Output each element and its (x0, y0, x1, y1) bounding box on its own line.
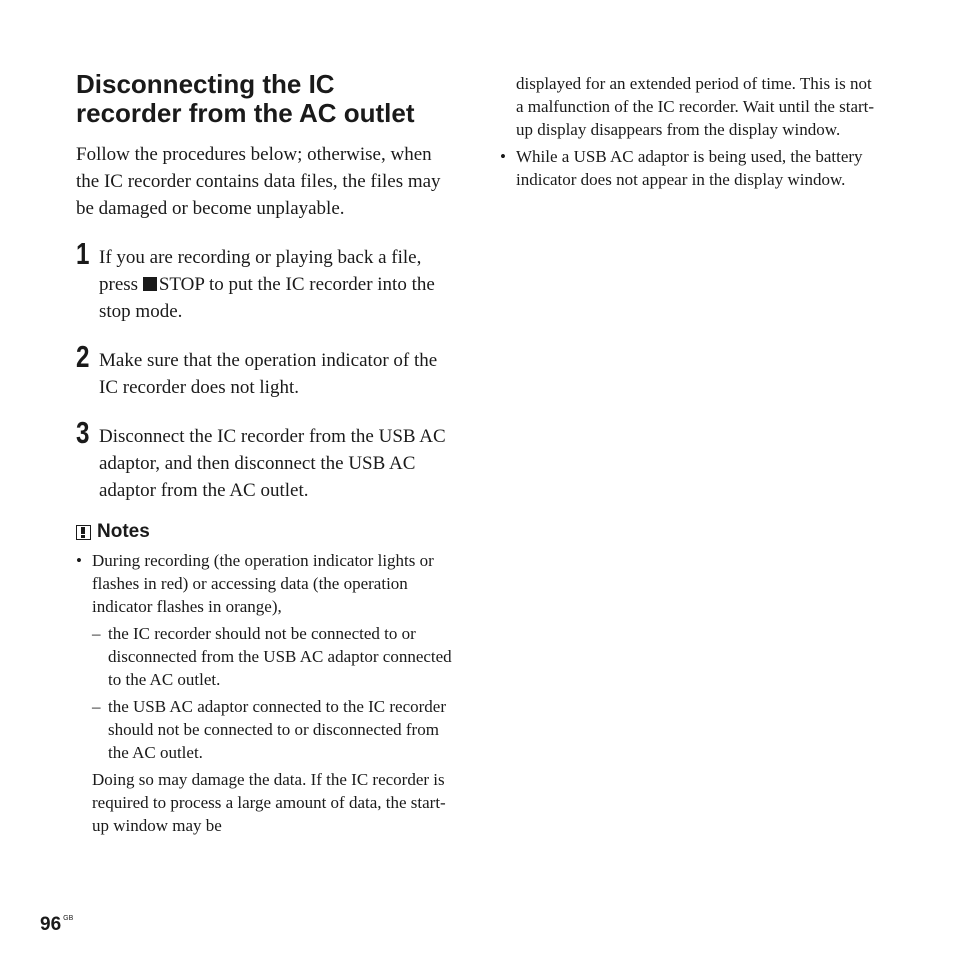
intro-paragraph: Follow the procedures below; otherwise, when the IC recorder contains data files, the files may be damaged or become unplayable. (76, 144, 441, 219)
dash-mark: – (92, 697, 101, 716)
notes-heading (76, 520, 458, 544)
notes-list-continued (500, 145, 880, 191)
right-column (500, 72, 880, 191)
section-title-line1: Disconnecting the IC (76, 69, 335, 99)
note-item-1-followup: Doing so may damage the data. If the IC recorder is required to process a large amount of data, the start-up window may be (92, 770, 446, 835)
left-column (76, 70, 458, 837)
note-sub-item-1-text: the IC recorder should not be connected to or disconnected from the USB AC adaptor connected to the AC outlet. (108, 624, 452, 689)
step-number-1: 1 (76, 236, 90, 271)
note-item-2 (500, 145, 880, 191)
step-3-text: Disconnect the IC recorder from the USB AC adaptor, and then disconnect the USB AC adaptor from the AC outlet. (99, 426, 446, 501)
step-1 (76, 236, 458, 325)
step-1-text-after: STOP to put the IC recorder into the stop mode. (99, 274, 435, 322)
section-title (76, 70, 458, 128)
notes-list (76, 549, 458, 837)
dash-mark: – (92, 624, 101, 643)
notes-warning-icon (76, 525, 91, 540)
note-sub-item-2 (92, 695, 458, 764)
page-number-suffix: GB (63, 915, 74, 922)
note-item-1-continuation: displayed for an extended period of time. This is not a malfunction of the IC recorder. Wait until the start-up display disappears from the display window. (516, 74, 875, 139)
step-number-3: 3 (76, 415, 90, 450)
notes-heading-label: Notes (97, 521, 150, 542)
bullet-mark: • (76, 551, 82, 570)
step-3 (76, 415, 458, 504)
stop-icon (143, 277, 157, 291)
step-1-text-before: If you are recording or playing back a file, press (99, 247, 422, 295)
step-number-2: 2 (76, 339, 90, 374)
note-item-2-text: While a USB AC adaptor is being used, the battery indicator does not appear in the display window. (516, 147, 863, 189)
note-item-1 (76, 549, 458, 837)
step-2-text: Make sure that the operation indicator of the IC recorder does not light. (99, 350, 438, 398)
step-2 (76, 339, 458, 401)
section-title-line2: recorder from the AC outlet (76, 98, 415, 128)
note-item-1-text: During recording (the operation indicator lights or flashes in red) or accessing data (the operation indicator flashes in orange), (92, 551, 434, 616)
note-sub-item-1 (92, 622, 458, 691)
bullet-mark: • (500, 147, 506, 166)
page-number-value: 96 (40, 914, 62, 935)
note-sub-list (92, 622, 458, 764)
page-number (40, 907, 73, 937)
note-sub-item-2-text: the USB AC adaptor connected to the IC recorder should not be connected to or disconnected from the AC outlet. (108, 697, 447, 762)
